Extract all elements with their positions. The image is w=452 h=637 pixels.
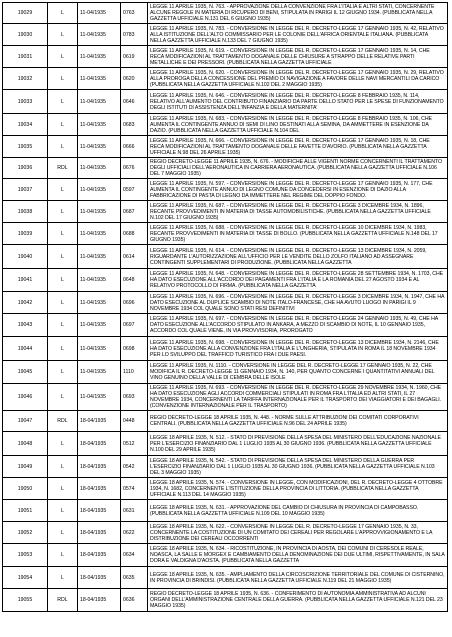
entry-date: 18-04/1935 — [78, 478, 121, 500]
entry-date: 11-04/1935 — [78, 68, 121, 90]
entry-text: LEGGE 18 APRILE 1935, N. 635. - AMPLIAMENTO DELLA CIRCOSCRIZIONE TERRITORIALE DEL COMUNE DI CISTERNINO, IN PROVINCIA DI BRINDISI. (PUBBLICATA NELLA GAZZETTA UFFICIALE N.119 DEL 21 MAGGIO 1935) — [148, 567, 448, 589]
entry-date: 11-04/1935 — [78, 337, 121, 361]
entry-number: 19052 — [3, 522, 48, 544]
entry-page: 0542 — [121, 456, 148, 478]
entry-text: LEGGE 18 APRILE 1935, N. 574. - CONVERSIONE IN LEGGE, CON MODIFICAZIONI, DEL R. DECRETO-LEGGE 4 OTTOBRE 1934, N. 1682, CONCERNENTE L'ISTITUZIONE DELLA PROVINCIA DI LITTORIA. (PUBBLICATA NELLA GAZZETTA UFFICIALE N.113 DEL 14 MAGGIO 1935) — [148, 478, 448, 500]
table-row — [3, 68, 448, 90]
entry-text: REGIO DECRETO-LEGGE 18 APRILE 1935, N. 636. - CONFERIMENTO DI AUTONOMIA AMMINISTRATIVA AD ALCUNI ORGANI DELL'AMMINISTRAZIONE CENTRALE DELLA GUERRA. (PUBBLICATA NELLA GAZZETTA UFFICIALE N.121 DEL 23 MAGGIO 1935) — [148, 589, 448, 612]
entry-type: L — [48, 114, 78, 136]
table-row — [3, 361, 448, 384]
entry-type: L — [48, 478, 78, 500]
entry-number: 19055 — [3, 589, 48, 612]
entry-date: 18-04/1935 — [78, 589, 121, 612]
entry-date: 18-04/1935 — [78, 544, 121, 567]
entry-page: 0676 — [121, 158, 148, 179]
entry-date: 11-04/1935 — [78, 245, 121, 269]
entry-text: LEGGE 11 APRILE 1935, N. 597. - CONVERSIONE IN LEGGE DEL R. DECRETO-LEGGE 17 GENNAIO 1935, N. 177, CHE AUMENTA IL CONTINGENTE ANNUO DI LEGNO COMUNE DA CONCEDERSI IN ESENZIONE DI DAZIO ALLA FABBRICAZIONE DI PASTA DI LEGNO DA IMMETTERE NEL REGIME DEL DOPPIO FONDO. — [148, 179, 448, 201]
table-row — [3, 411, 448, 432]
entry-number: 19043 — [3, 314, 48, 337]
entry-text: LEGGE 11 APRILE 1935, N. 763. - APPROVAZIONE DELLA CONVENZIONE FRA L'ITALIA E ALTRI STATI, CONCERNENTE ALCUNE REGOLE IN MATERIA DI RICUPERO DI BENI, STIPULATA IN PARIGI IL 12 GIUGNO 1934. (PUBBLICATA NELLA GAZZETTA UFFICIALE N.131 DEL 6 GIUGNO 1935) — [148, 3, 448, 24]
entry-number: 19032 — [3, 68, 48, 90]
entry-number: 19046 — [3, 384, 48, 411]
entry-page: 0574 — [121, 478, 148, 500]
entry-date: 11-04/1935 — [78, 314, 121, 337]
entry-page: 0631 — [121, 500, 148, 522]
entry-type: L — [48, 544, 78, 567]
entry-page: 0597 — [121, 179, 148, 201]
entry-page: 0763 — [121, 3, 148, 24]
entry-date: 11-04/1935 — [78, 269, 121, 292]
entry-page: 0448 — [121, 411, 148, 432]
entry-text: REGIO DECRETO-LEGGE 18 APRILE 1935, N. 448. - NORME SULLE ATTRIBUZIONI DEI COMITATI CORPORATIVI CENTRALI. (PUBBLICATA NELLA GAZZETTA UFFICIALE N.96 DEL 24 APRILE 1935) — [148, 411, 448, 432]
entry-type: L — [48, 24, 78, 46]
entry-type: L — [48, 179, 78, 201]
entry-date: 11-04/1935 — [78, 114, 121, 136]
entry-type: L — [48, 522, 78, 544]
entry-page: 0697 — [121, 314, 148, 337]
entry-number: 19033 — [3, 90, 48, 114]
entry-text: LEGGE 11 APRILE 1935, N. 646. - CONVERSIONE IN LEGGE DEL R. DECRETO-LEGGE 8 FEBBRAIO 1935, N. 114, RELATIVO ALL'AUMENTO DEL CONTRIBUTO FINANZIARIO DA PARTE DELLO STATO PER LE SPESE DI FUNZIONAMENTO DEGLI ISTITUTI DI ASSISTENZA DELL'INFANZIA E DELLA MATERNITA' — [148, 90, 448, 114]
legislation-register-table — [2, 2, 448, 612]
entry-number: 19040 — [3, 245, 48, 269]
entry-type: L — [48, 269, 78, 292]
entry-number: 19030 — [3, 24, 48, 46]
table-row — [3, 201, 448, 223]
entry-date: 11-04/1935 — [78, 24, 121, 46]
entry-number: 19053 — [3, 544, 48, 567]
table-row — [3, 245, 448, 269]
entry-date: 18-04/1935 — [78, 411, 121, 432]
table-row — [3, 500, 448, 522]
table-row — [3, 292, 448, 314]
entry-number: 19049 — [3, 456, 48, 478]
entry-type: L — [48, 314, 78, 337]
entry-text: LEGGE 11 APRILE 1935, N. 648. - CONVERSIONE IN LEGGE DEL R. DECRETO-LEGGE 28 SETTEMBRE 1934, N. 1703, CHE HA DATO ESECUZIONE ALL'ACCORDO DEI PAGAMENTI FRA L'ITALIA E LA ROMANIA DEL 27 AGOSTO 1934 E AL RELATIVO PROTOCOLLO DI FIRMA. (PUBBLICATA NELLA GAZZETTA — [148, 269, 448, 292]
entry-type: L — [48, 46, 78, 68]
entry-text: REGIO DECRETO-LEGGE 11 APRILE 1935, N. 676. - MODIFICHE ALLE VIGENTI NORME CONCERNENTI IL TRATTAMENTO DEGLI UFFICIALI DELL'AERONAUTICA IN CARRIERA AERONAUTICA. (PUBBLICATA NELLA GAZZETTA UFFICIALE N.106 DEL 7 MAGGIO 1935) — [148, 158, 448, 179]
entry-type: L — [48, 500, 78, 522]
entry-text: LEGGE 18 APRILE 1935, N. 542. - STATO DI PREVISIONE DELLA SPESA DEL MINISTERO DELLA GUERRA PER L'ESERCIZIO FINANZIARIO DAL 1 LUGLIO 1935 AL 30 GIUGNO 1936. (PUBBLICATA NELLA GAZZETTA UFFICIALE N.103 DEL 3 MAGGIO 1935) — [148, 456, 448, 478]
entry-type: RDL — [48, 411, 78, 432]
entry-text: LEGGE 11 APRILE 1935, N. 620. - CONVERSIONE IN LEGGE DEL R. DECRETO-LEGGE 17 GENNAIO 1935, N. 29, RELATIVO ALLA PROROGA DELLA CONCESSIONE DEL PREMIO DI NAVIGAZIONE A FAVORE DELLE NAVI MERCANTILI DA CARICO (PUBBLICATA NELLA GAZZETTA UFFICIALE N.102 DEL 2 MAGGIO 1935) — [148, 68, 448, 90]
entry-number: 19042 — [3, 292, 48, 314]
entry-page: 0783 — [121, 24, 148, 46]
entry-date: 11-04/1935 — [78, 292, 121, 314]
entry-date: 18-04/1935 — [78, 500, 121, 522]
entry-number: 19029 — [3, 3, 48, 24]
entry-date: 11-04/1935 — [78, 384, 121, 411]
entry-date: 11-04/1935 — [78, 90, 121, 114]
entry-page: 0619 — [121, 46, 148, 68]
table-row — [3, 314, 448, 337]
entry-type: L — [48, 245, 78, 269]
table-row — [3, 269, 448, 292]
entry-text: LEGGE 11 APRILE 1935, N. 688. - CONVERSIONE IN LEGGE DEL R. DECRETO-LEGGE 10 DICEMBRE 1934, N. 1983, RECANTE PROVVEDIMENTI IN MATERIA DI TASSE DI BOLLO. (PUBBLICATA NELLA GAZZETTA UFFICIALE N.148 DEL 17 GIUGNO 1935) — [148, 223, 448, 245]
entry-number: 19044 — [3, 337, 48, 361]
entry-type: L — [48, 567, 78, 589]
entry-text: LEGGE 11 APRILE 1935, N. 687. - CONVERSIONE IN LEGGE DEL R. DECRETO-LEGGE 3 DICEMBRE 1934, N. 1896, RECANTE PROVVEDIMENTI IN MATERIA DI TASSE AUTOMOBILISTICHE. (PUBBLICATA NELLA GAZZETTA UFFICIALE N.102 DEL 17 GIUGNO 1935) — [148, 201, 448, 223]
table-row — [3, 114, 448, 136]
entry-text: LEGGE 18 APRILE 1935, N. 512. - STATO DI PREVISIONE DELLA SPESA DEL MINISTERO DELL'EDUCAZIONE NAZIONALE PER L'ESERCIZIO FINANZIARIO DAL 1 LUGLIO 1935 AL 30 GIUGNO 1936. (PUBBLICATA NELLA GAZZETTA UFFICIALE N.100 DEL 29 APRILE 1935) — [148, 432, 448, 456]
entry-page: 0648 — [121, 269, 148, 292]
entry-type: L — [48, 201, 78, 223]
entry-number: 19031 — [3, 46, 48, 68]
entry-type: L — [48, 384, 78, 411]
entry-page: 0687 — [121, 201, 148, 223]
entry-type: L — [48, 68, 78, 90]
entry-page: 0696 — [121, 292, 148, 314]
table-row — [3, 384, 448, 411]
entry-page: 0683 — [121, 114, 148, 136]
entry-type: L — [48, 90, 78, 114]
entry-page: 0698 — [121, 337, 148, 361]
entry-text: LEGGE 11 APRILE 1935, N. 683. - CONVERSIONE IN LEGGE DEL R. DECRETO-LEGGE 8 FEBBRAIO 1935, N. 106, CHE AUMENTA IL CONTINGENTE ANNUO DI SEMI DI LINO DESTINATI ALLA SEMINA, DA AMMETTERE IN ESENZIONE DA DAZIO. (PUBBLICATA NELLA GAZZETTA UFFICIALE N.104 DEL — [148, 114, 448, 136]
table-row — [3, 589, 448, 612]
entry-date: 11-04/1935 — [78, 223, 121, 245]
table-row — [3, 90, 448, 114]
entry-page: 0636 — [121, 589, 148, 612]
table-row — [3, 456, 448, 478]
entry-page: 0512 — [121, 432, 148, 456]
entry-page: 0620 — [121, 68, 148, 90]
entry-date: 18-04/1935 — [78, 567, 121, 589]
entry-text: LEGGE 11 APRILE 1935, N. 693. - CONVERSIONE IN LEGGE DEL R. DECRETO-LEGGE 29 NOVEMBRE 1934, N. 1960, CHE HA DATO ESECUZIONE AGLI ACCORDI COMMERCIALI STIPULATI IN ROMA FRA L'ITALIA ED ALTRI STATI, IL 27 NOVEMBRE 1934, CONCERNENTI LA TARIFFA INTERNAZIONALE PER IL TRASPORTO DEI VIAGGIATORI E DEI BAGAGLI. (CONVENZIONE INTERNAZIONALE PER IL TRASPORTO) — [148, 384, 448, 411]
entry-date: 11-04/1935 — [78, 158, 121, 179]
entry-page: 0622 — [121, 522, 148, 544]
entry-type: L — [48, 456, 78, 478]
entry-date: 18-04/1935 — [78, 432, 121, 456]
table-row — [3, 478, 448, 500]
entry-type: L — [48, 3, 78, 24]
table-row — [3, 3, 448, 24]
entry-page: 0688 — [121, 223, 148, 245]
entry-page: 0666 — [121, 136, 148, 158]
table-row — [3, 522, 448, 544]
entry-type: RDL — [48, 589, 78, 612]
entry-date: 18-04/1935 — [78, 522, 121, 544]
entry-text: LEGGE 11 APRILE 1935, N. 698. - CONVERSIONE IN LEGGE DEL R. DECRETO-LEGGE 13 DICEMBRE 1934, N. 2146, CHE HA DATO ESECUZIONE ALLA CONVENZIONE FRA L'ITALIA E L'UNGHERIA, STIPULATA IN ROMA IL 18 NOVEMBRE 1934 PER LO SVILUPPO DEL TRAFFICO TURISTICO FRA I DUE PAESI. — [148, 337, 448, 361]
entry-number: 19045 — [3, 361, 48, 384]
table-row — [3, 24, 448, 46]
entry-page: 0634 — [121, 544, 148, 567]
entry-text: LEGGE 11 APRILE 1935, N. 783. - CONVERSIONE IN LEGGE DEL R. DECRETO-LEGGE 17 GENNAIO 1935, N. 42, RELATIVO ALLA ISTITUZIONE DELL'ALTO COMMISSARIO PER LE COLONIE DELL'AFRICA ORIENTALE ITALIANA. (PUBBLICATA NELLA GAZZETTA UFFICIALE N.133 DEL 7 GIUGNO 1935) — [148, 24, 448, 46]
entry-number: 19038 — [3, 201, 48, 223]
entry-type: L — [48, 136, 78, 158]
entry-text: LEGGE 11 APRILE 1935, N. 1110. - CONVERSIONE IN LEGGE DEL R. DECRETO-LEGGE 17 GENNAIO 1935, N. 22, CHE MODIFICA IL R. DECRETO-LEGGE 11 GENNAIO 1934, N. 140, PER QUANTO CONCERNE I QUANTITATIVI ANNUALI DEL VINO GENUINO DELLA VALLE DI CEMBRA DELLE ISOLE — [148, 361, 448, 384]
entry-number: 19035 — [3, 136, 48, 158]
entry-page: 0693 — [121, 384, 148, 411]
entry-type: L — [48, 292, 78, 314]
table-row — [3, 544, 448, 567]
entry-date: 18-04/1935 — [78, 456, 121, 478]
entry-type: L — [48, 432, 78, 456]
entry-number: 19051 — [3, 500, 48, 522]
table-row — [3, 337, 448, 361]
table-row — [3, 567, 448, 589]
entry-text: LEGGE 18 APRILE 1935, N. 634. - RICOSTITUZIONE, IN PROVINCIA DI AOSTA, DEI COMUNI DI CERESOLE REALE, NOASCA, LA SALLE E MORGEX E CAMBIAMENTO DELLA DENOMINAZIONE DEI DUE ULTIMI, RISPETTIVAMENTE, IN SALA DORA E VALDIGNA D'AOSTA. (PUBBLICATA NELLA GAZZETTA — [148, 544, 448, 567]
entry-number: 19048 — [3, 432, 48, 456]
entry-text: LEGGE 11 APRILE 1935, N. 666. - CONVERSIONE IN LEGGE DEL R. DECRETO-LEGGE 17 GENNAIO 1935, N. 18, CHE RECA MODIFICAZIONI AL TRATTAMENTO DOGANALE DELLE FAVETTE D'AVORIO. (PUBBLICATA NELLA GAZZETTA UFFICIALE N.98 DEL 26 APRILE 1935) — [148, 136, 448, 158]
entry-number: 19034 — [3, 114, 48, 136]
entry-text: LEGGE 11 APRILE 1935, N. 696. - CONVERSIONE IN LEGGE DEL R. DECRETO-LEGGE 3 DICEMBRE 1934, N. 1947, CHE HA DATO ESECUZIONE AL DUPLICE SCAMBIO DI NOTE ITALO-FRANCESE, CHE HA AVUTO LUOGO IN PARIGI IL 9 NOVEMBRE 1934 COL QUALE SONO STATI RESI DEFINITIVI — [148, 292, 448, 314]
table-row — [3, 179, 448, 201]
entry-number: 19054 — [3, 567, 48, 589]
entry-date: 11-04/1935 — [78, 201, 121, 223]
entry-text: LEGGE 11 APRILE 1935, N. 614. - CONVERSIONE IN LEGGE DEL R. DECRETO-LEGGE 13 DICEMBRE 1934, N. 2059, RIGUARDANTE L'AUTORIZZAZIONE ALL'UFFICIO PER LE VENDITE DELLO ZOLFO ITALIANO AD ASSEGNARE CONTINGENTI SUPPLEMENTARI DI PRODUZIONE. (PUBBLICATA NELLA GAZZETTA — [148, 245, 448, 269]
entry-number: 19039 — [3, 223, 48, 245]
entry-number: 19041 — [3, 269, 48, 292]
table-row — [3, 136, 448, 158]
entry-date: 11-04/1935 — [78, 3, 121, 24]
entry-text: LEGGE 11 APRILE 1935, N. 619. - CONVERSIONE IN LEGGE DEL R. DECRETO-LEGGE 17 GENNAIO 1935, N. 14, CHE RECA MODIFICAZIONI AL TRATTAMENTO DOGANALE DELLE CHIUSURE A STRAPPO DELLE RELATIVE PARTI METALLICHE E DEI PRESSORI. (PUBBLICATA NELLA GAZZETTA UFFICIALE — [148, 46, 448, 68]
table-row — [3, 223, 448, 245]
entry-number: 19036 — [3, 158, 48, 179]
entry-type: L — [48, 337, 78, 361]
register-rows — [3, 3, 448, 612]
entry-date: 11-04/1935 — [78, 179, 121, 201]
table-row — [3, 46, 448, 68]
entry-date: 11-04/1935 — [78, 46, 121, 68]
entry-date: 11-04/1935 — [78, 361, 121, 384]
entry-page: 0614 — [121, 245, 148, 269]
entry-page: 1110 — [121, 361, 148, 384]
entry-type: RDL — [48, 158, 78, 179]
entry-page: 0635 — [121, 567, 148, 589]
entry-text: LEGGE 11 APRILE 1935, N. 697. - CONVERSIONE IN LEGGE DEL R. DECRETO-LEGGE 24 GENNAIO 1935, N. 49, CHE HA DATO ESECUZIONE ALL'ACCORDO STIPULATO IN ANKARA, A MEZZO DI SCAMBIO DI NOTE, IL 10 GENNAIO 1935, ACCORDO COL QUALE VIENE, IN VIA PROVVISORIA, PROROGATO — [148, 314, 448, 337]
entry-number: 19037 — [3, 179, 48, 201]
entry-text: LEGGE 18 APRILE 1935, N. 631. - APPROVAZIONE DEL CAMBIO DI CHIUSURA IN PROVINCIA DI CAMPOBASSO. (PUBBLICATA NELLA GAZZETTA UFFICIALE N.109 DEL 10 MAGGIO 1935) — [148, 500, 448, 522]
entry-date: 11-04/1935 — [78, 136, 121, 158]
entry-number: 19047 — [3, 411, 48, 432]
table-row — [3, 158, 448, 179]
entry-page: 0646 — [121, 90, 148, 114]
entry-type: L — [48, 361, 78, 384]
table-row — [3, 432, 448, 456]
entry-text: LEGGE 18 APRILE 1935, N. 622. - CONVERSIONE IN LEGGE DEL R. DECRETO-LEGGE 17 GENNAIO 1935, N. 33, CONCERNENTE LA COSTITUZIONE DI UN COMITATO DEI CEREALI PER REGOLARE L'APPROVVIGIONAMENTO E LA DISTRIBUZIONE DEI CEREALI OCCORRENTI — [148, 522, 448, 544]
entry-number: 19050 — [3, 478, 48, 500]
entry-type: L — [48, 223, 78, 245]
